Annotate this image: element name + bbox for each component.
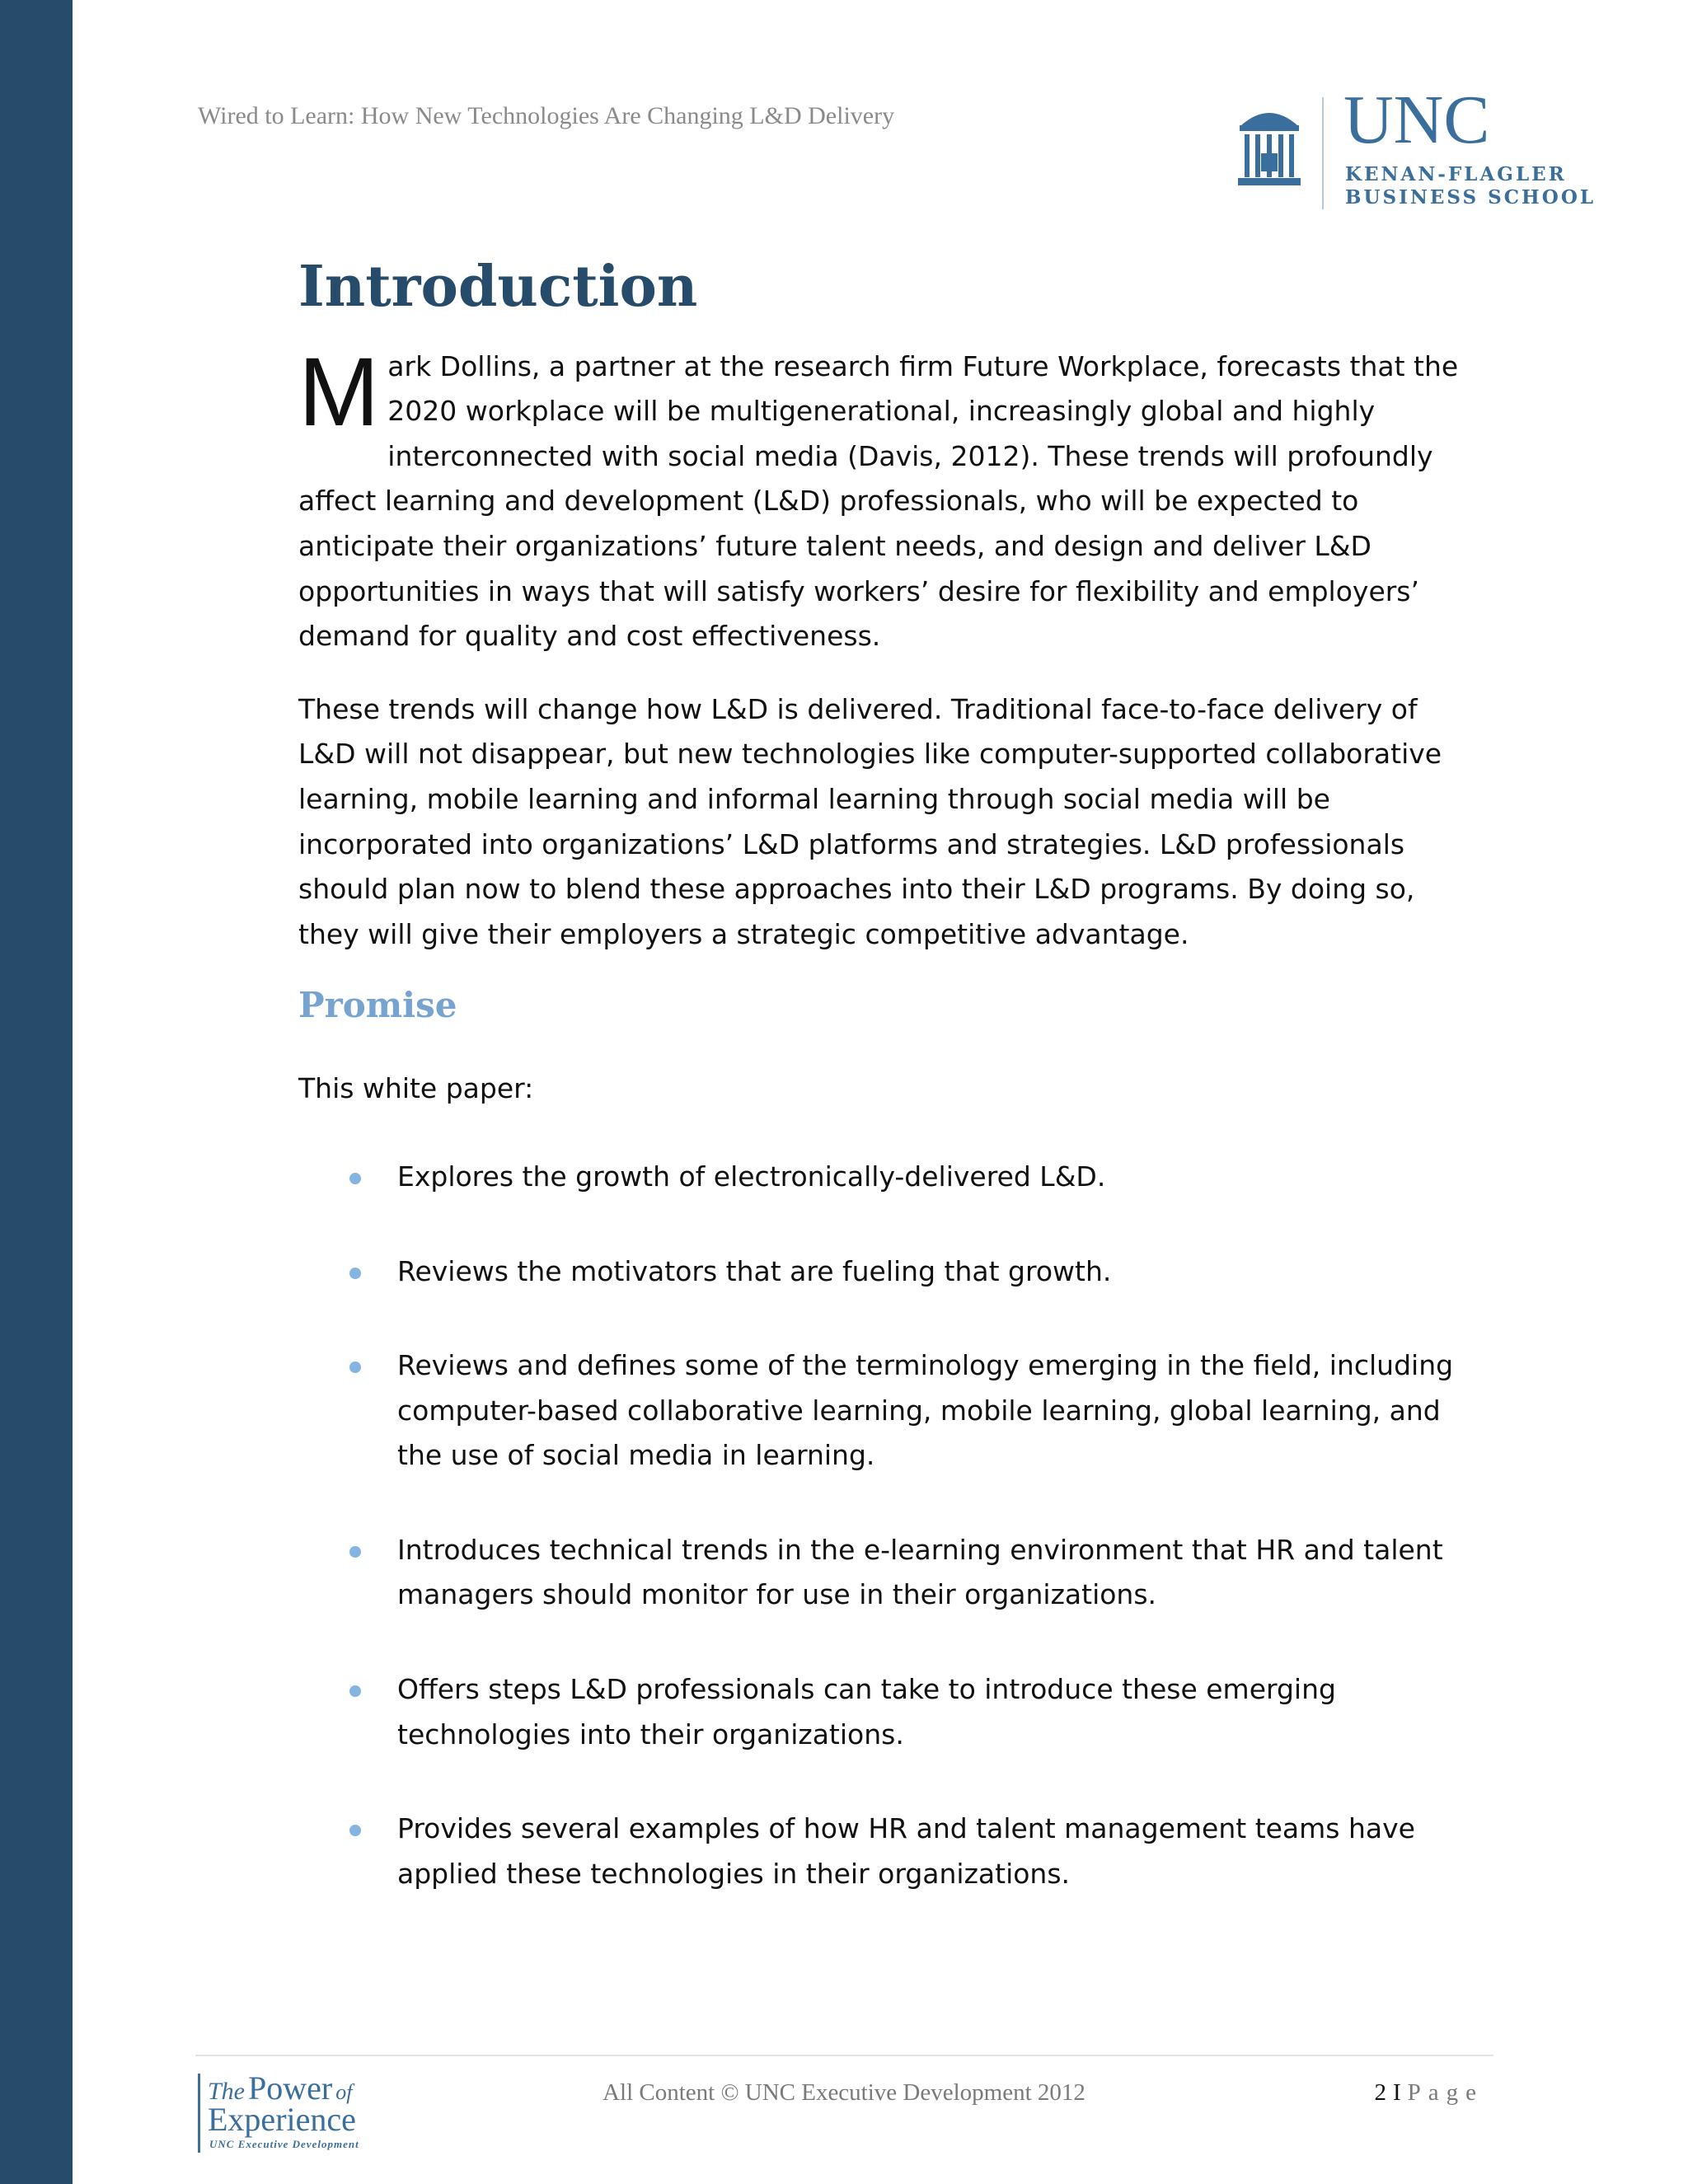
- footer-logo-of: of: [335, 2080, 353, 2104]
- bullet-icon: [349, 1361, 361, 1373]
- page-number-value: 2: [1374, 2079, 1386, 2106]
- list-item: Offers steps L&D professionals can take to introduce these emerging technologies into their organizations.: [298, 1667, 1477, 1757]
- footer-logo-sub: UNC Executive Development: [209, 2138, 359, 2150]
- footer-logo-experience: Experience: [208, 2101, 356, 2138]
- page-label: Page: [1407, 2079, 1484, 2106]
- logo-divider: [1322, 97, 1324, 209]
- footer-logo-the: The: [208, 2078, 245, 2105]
- list-item: Reviews the motivators that are fueling that growth.: [298, 1249, 1477, 1295]
- logo-wordmark: UNC: [1343, 82, 1490, 158]
- page-number-separator: I: [1392, 2079, 1401, 2106]
- main-content: [298, 254, 1477, 1946]
- list-item: Reviews and defines some of the terminology emerging in the field, including computer-based collaborative learning, mobile learning, global learning, and the use of social media in learning.: [298, 1343, 1477, 1479]
- list-item: Introduces technical trends in the e-learning environment that HR and talent managers should monitor for use in their organizations.: [298, 1528, 1477, 1618]
- promise-list: [298, 1155, 1477, 1897]
- list-item: Provides several examples of how HR and talent management teams have applied these technologies in their organizations.: [298, 1807, 1477, 1896]
- bullet-icon: [349, 1685, 361, 1697]
- intro-paragraph-1: [298, 337, 1477, 659]
- list-item: Explores the growth of electronically-delivered L&D.: [298, 1155, 1477, 1200]
- section-heading-promise: Promise: [298, 985, 457, 1026]
- logo-school-line1: KENAN-FLAGLER: [1345, 163, 1567, 185]
- intro-paragraph-1-text: ark Dollins, a partner at the research firm Future Workplace, forecasts that the 2020 workplace will be multigenerational, increasingly global and highly interconnected with social media (Davis, 2012). These trends will profoundly affect learning and development (L&D) professionals, who will be expected to anticipate their organizations’ future talent needs, and design and deliver L&D opportunities in ways that will satisfy workers’ desire for flexibility and employers’ demand for quality and cost effectiveness.: [298, 349, 1459, 653]
- footer-divider: [195, 2055, 1493, 2056]
- page-title: Introduction: [298, 254, 698, 320]
- footer-copyright: All Content © UNC Executive Development 2012: [603, 2079, 1085, 2106]
- footer-logo-power: Power: [248, 2069, 333, 2107]
- promise-lead: This white paper:: [298, 1072, 534, 1105]
- side-color-bar: [0, 0, 73, 2184]
- logo-school-line2: BUSINESS SCHOOL: [1345, 186, 1597, 209]
- unc-logo: [1236, 82, 1599, 213]
- bullet-icon: [349, 1268, 361, 1279]
- running-header: Wired to Learn: How New Technologies Are Changing L&D Delivery: [198, 102, 895, 129]
- bullet-icon: [349, 1546, 361, 1558]
- intro-paragraph-2: These trends will change how L&D is delivered. Traditional face-to-face delivery of L&D will not disappear, but new technologies like computer-supported collaborative learning, mobile learning and informal learning through social media will be incorporated into organizations’ L&D platforms and strategies. L&D professionals should plan now to blend these approaches into their L&D programs. By doing so, they will give their employers a strategic competitive advantage.: [298, 692, 1442, 950]
- old-well-icon: [1236, 105, 1302, 192]
- page-number: [1374, 2079, 1484, 2107]
- bullet-icon: [349, 1825, 361, 1836]
- drop-cap: M: [298, 337, 380, 447]
- bullet-icon: [349, 1173, 361, 1184]
